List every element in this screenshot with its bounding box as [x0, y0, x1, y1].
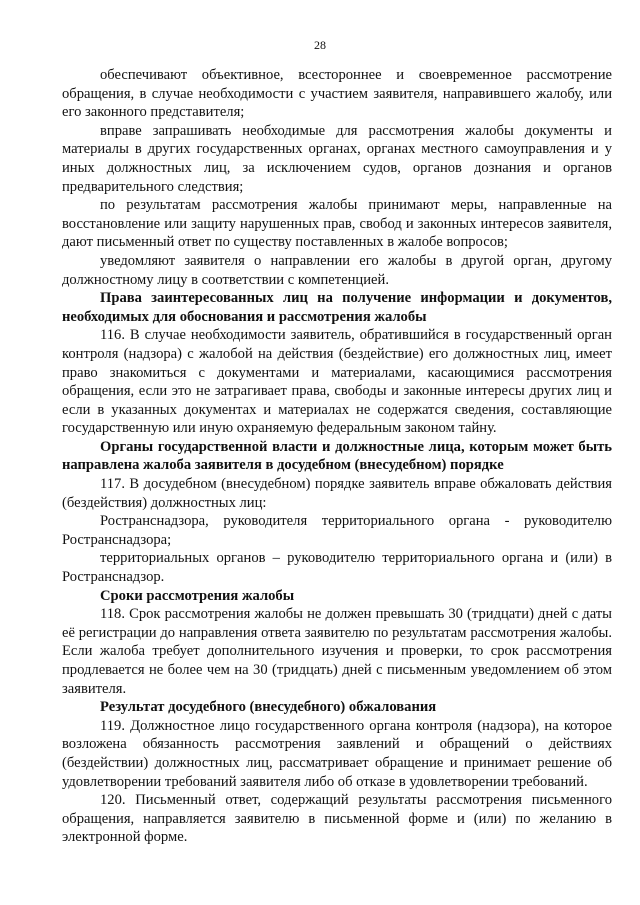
- heading-appeal-result: Результат досудебного (внесудебного) обжалования: [100, 699, 437, 716]
- paragraph-request-documents: вправе запрашивать необходимые для рассмотрения жалобы документы и материалы в других государственных органах, органах местного самоуправления и у иных должностных лиц, за исключением судов, органов дознания и органов предварительного следствия;: [62, 122, 612, 195]
- paragraph-116: 116. В случае необходимости заявитель, обратившийся в государственный орган контроля (надзора) с жалобой на действия (бездействие) его должностных лиц, имеет право знакомиться с документами и материалами, касающимися рассмотрения обращения, если это не затрагивает права, свободы и законные интересы других лиц и если в указанных документах и материалах не содержатся сведения, составляющие государственную или иную охраняемую федеральным законом тайну.: [62, 327, 612, 437]
- heading-appeal-terms: Сроки рассмотрения жалобы: [100, 587, 295, 604]
- paragraph-117-territorial: территориальных органов – руководителю территориального органа и (или) в Ространснадзор.: [62, 550, 612, 586]
- heading-authorities-for-appeal: Органы государственной власти и должностные лица, которым может быть направлена жалоба заявителя в досудебном (внесудебном) порядке: [62, 438, 612, 474]
- paragraph-118: 118. Срок рассмотрения жалобы не должен превышать 30 (тридцати) дней с даты её регистрации до направления ответа заявителю по результатам рассмотрения жалобы. Если жалоба требует дополнительного изучения и проверки, то срок рассмотрения продлевается не более чем на 30 (тридцать) дней с письменным уведомлением об этом заявителя.: [62, 606, 612, 697]
- heading-rights-of-interested-persons: Права заинтересованных лиц на получение информации и документов, необходимых для обоснования и рассмотрения жалобы: [62, 290, 612, 325]
- paragraph-119: 119. Должностное лицо государственного органа контроля (надзора), на которое возложена обязанность рассмотрения заявлений и обращений о действиях (бездействии) должностных лиц, рассматривает обращение и принимает решение об удовлетворении требований заявителя либо об отказе в удовлетворении требований.: [62, 717, 612, 790]
- paragraph-120: 120. Письменный ответ, содержащий результаты рассмотрения письменного обращения, направляется заявителю в письменной форме и (или) по желанию в электронной форме.: [62, 792, 612, 846]
- paragraph-117-rostransnadzor: Ространснадзора, руководителя территориального органа - руководителю Ространснадзора;: [62, 513, 612, 548]
- paragraph-take-measures: по результатам рассмотрения жалобы принимают меры, направленные на восстановление или защиту нарушенных прав, свобод и законных интересов заявителя, дают письменный ответ по существу поставленных в жалобе вопросов;: [62, 197, 612, 251]
- paragraph-consider-appeal: обеспечивают объективное, всестороннее и своевременное рассмотрение обращения, в случае необходимости с участием заявителя, направившего жалобу, или его законного представителя;: [62, 67, 612, 121]
- paragraph-notify-applicant: уведомляют заявителя о направлении его жалобы в другой орган, другому должностному лицу в соответствии с компетенцией.: [62, 252, 612, 288]
- document-body: [62, 66, 612, 847]
- page-number: 28: [314, 38, 326, 52]
- paragraph-117: 117. В досудебном (внесудебном) порядке заявитель вправе обжаловать действия (бездействия) должностных лиц:: [62, 476, 612, 511]
